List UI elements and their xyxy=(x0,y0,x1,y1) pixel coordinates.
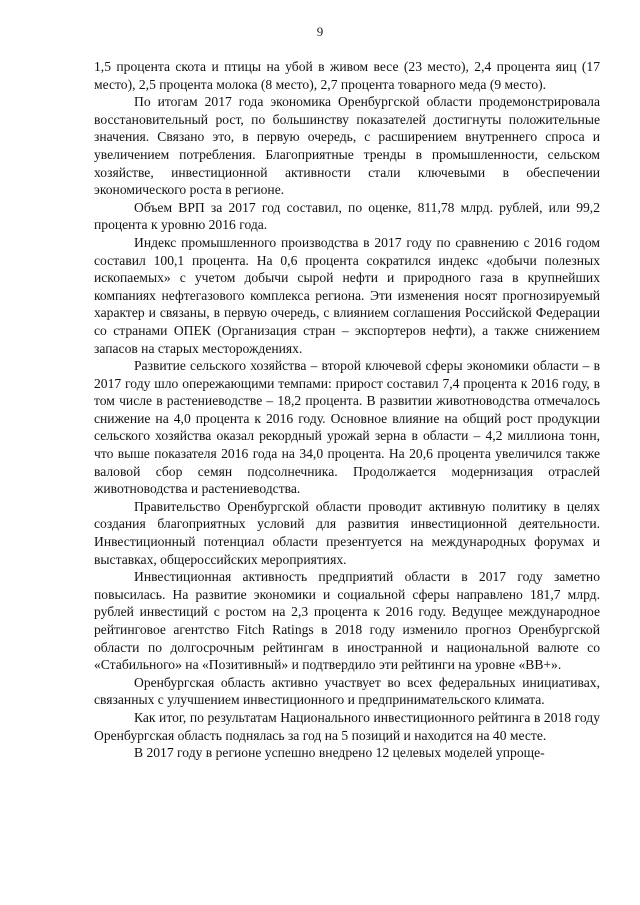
paragraph-7: Инвестиционная активность предприятий области в 2017 году заметно повысилась. На развитие экономики и социальной сферы направлено 181,7 млрд. рублей инвестиций с ростом на 2,3 процента к 2016 году. Ведущее международное рейтинговое агентство Fitch Ratings в 2018 году изменило прогноз Оренбургской области по долгосрочным рейтингам в иностранной и национальной валюте со «Стабильного» на «Позитивный» и подтвердило эти рейтинги на уровне «BB+». xyxy=(94,569,600,673)
paragraph-6: Правительство Оренбургской области проводит активную политику в целях создания благоприятных условий для развития инвестиционной деятельности. Инвестиционный потенциал области презентуется на международных форумах и выставках, общероссийских мероприятиях. xyxy=(94,498,600,567)
page-number: 9 xyxy=(316,24,324,39)
paragraph-5: Развитие сельского хозяйства – второй ключевой сферы экономики области – в 2017 году шло опережающими темпами: прирост составил 7,4 процента к 2016 году, в том числе в растениеводстве – 18,2 процента. В развитии животноводства отмечалось снижение на 4,0 процента к 2016 году. Основное влияние на общий рост продукции сельского хозяйства оказал рекордный урожай зерна в области – 4,2 миллиона тонн, что выше показателя 2016 года на 34,0 процента. На 20,6 процента увеличился также валовой сбор семян подсолнечника. Продолжается модернизация отраслей животноводства и растениеводства. xyxy=(94,358,600,497)
paragraph-3: Объем ВРП за 2017 год составил, по оценке, 811,78 млрд. рублей, или 99,2 процента к уровню 2016 года. xyxy=(94,199,600,233)
paragraph-9: Как итог, по результатам Национального инвестиционного рейтинга в 2018 году Оренбургская область поднялась за год на 5 позиций и находится на 40 месте. xyxy=(94,709,600,743)
paragraph-10: В 2017 году в регионе успешно внедрено 12 целевых моделей упроще- xyxy=(134,745,545,761)
paragraph-2: По итогам 2017 года экономика Оренбургской области продемонстрировала восстановительный рост, по большинству показателей достигнуты положительные значения. Связано это, в первую очередь, с расширением внутреннего спроса и увеличением потребления. Благоприятные тренды в промышленности, сельском хозяйстве, инвестиционной активности стали ключевыми в обеспечении экономического роста в регионе. xyxy=(94,94,600,198)
paragraph-8: Оренбургская область активно участвует во всех федеральных инициативах, связанных с улучшением инвестиционного и предпринимательского климата. xyxy=(94,674,600,708)
paragraph-4: Индекс промышленного производства в 2017 году по сравнению с 2016 годом составил 100,1 процента. На 0,6 процента сократился индекс «добычи полезных ископаемых» с учетом добычи сырой нефти и природного газа в крупнейших компаниях нефтегазового комплекса региона. Эти изменения носят прогнозируемый характер и связаны, в первую очередь, с влиянием соглашения Российской Федерации со странами ОПЕК (Организация стран – экспортеров нефти), а также снижением запасов на старых месторождениях. xyxy=(94,234,600,356)
paragraph-1: 1,5 процента скота и птицы на убой в живом весе (23 место), 2,4 процента яиц (17 место), 2,5 процента молока (8 место), 2,7 процента товарного меда (9 место). xyxy=(94,59,600,92)
document-body xyxy=(94,58,600,762)
